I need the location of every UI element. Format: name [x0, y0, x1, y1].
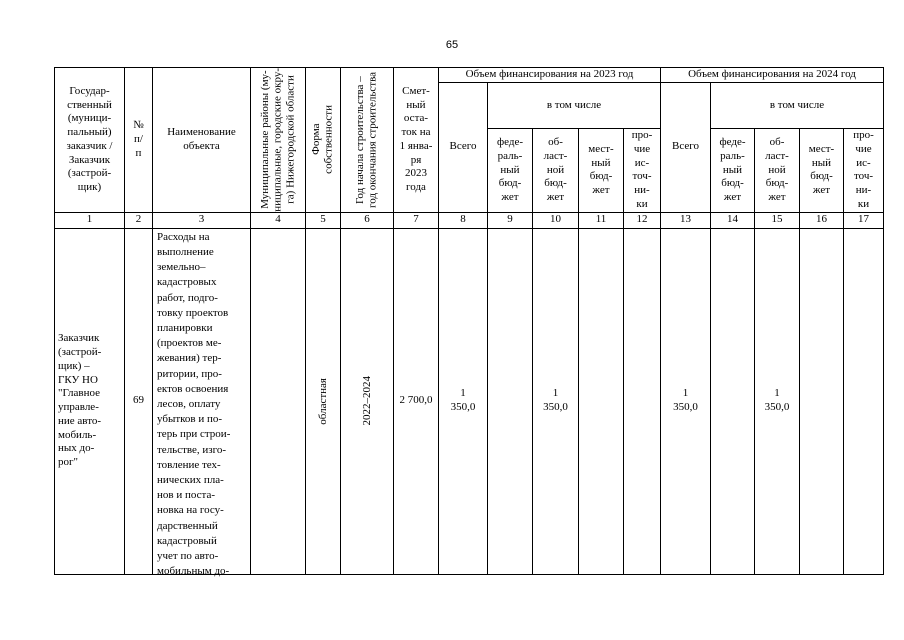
- column-number: 11: [579, 212, 624, 228]
- column-number: 15: [755, 212, 800, 228]
- cell-2023-other: [624, 228, 661, 574]
- cell-2023-local: [579, 228, 624, 574]
- cell-municipality: [251, 228, 306, 574]
- column-number: 3: [153, 212, 251, 228]
- column-number: 8: [439, 212, 488, 228]
- cell-customer: Заказчик (застрой- щик) – ГКУ НО "Главное управле- ние авто- мобиль- ных до- рог": [55, 228, 125, 574]
- header-estimated-balance: Смет- ный оста- ток на 1 янва- ря 2023 года: [394, 68, 439, 213]
- header-ownership: Форма собственности: [306, 68, 341, 213]
- column-number: 10: [533, 212, 579, 228]
- column-number: 16: [800, 212, 844, 228]
- column-number: 6: [341, 212, 394, 228]
- cell-object-name: Расходы на выполнение земельно– кадастровых работ, подго- товку проектов планировки (проектов ме- жевания) тер- ритории, про- ектов освоения лесов, оплату убытков и по- терь при строи- тельстве, изго- товление тех- нических пла- нов и поста- новка на госу- дарственный кадастровый учет по авто- мобильным до-: [153, 228, 251, 574]
- header-2023-local: мест- ный бюд- жет: [579, 129, 624, 213]
- cell-2024-total: 1 350,0: [661, 228, 711, 574]
- header-2024-regional: об- ласт- ной бюд- жет: [755, 129, 800, 213]
- cell-number: 69: [125, 228, 153, 574]
- header-municipality: Муниципальные районы (му- ниципальные, городские окру- га) Нижегородской области: [251, 68, 306, 213]
- header-2023-federal: феде- раль- ный бюд- жет: [488, 129, 533, 213]
- column-number: 1: [55, 212, 125, 228]
- header-customer: Государ- ственный (муници- пальный) заказчик / Заказчик (застрой- щик): [55, 68, 125, 213]
- cell-2023-regional: 1 350,0: [533, 228, 579, 574]
- cell-estimated-balance: 2 700,0: [394, 228, 439, 574]
- column-number: 13: [661, 212, 711, 228]
- header-2024-local: мест- ный бюд- жет: [800, 129, 844, 213]
- header-2023-regional: об- ласт- ной бюд- жет: [533, 129, 579, 213]
- column-number: 5: [306, 212, 341, 228]
- header-construction-years: Год начала строительства – год окончания строительства: [341, 68, 394, 213]
- column-number: 12: [624, 212, 661, 228]
- header-2023-other: про- чие ис- точ- ни- ки: [624, 129, 661, 213]
- cell-2024-federal: [711, 228, 755, 574]
- table-row: [55, 228, 884, 574]
- cell-2024-local: [800, 228, 844, 574]
- header-2023-including: в том числе: [488, 82, 661, 128]
- header-funding-2024: Объем финансирования на 2024 год: [661, 68, 884, 83]
- column-number: 7: [394, 212, 439, 228]
- cell-2023-total: 1 350,0: [439, 228, 488, 574]
- column-number: 14: [711, 212, 755, 228]
- cell-2024-other: [844, 228, 884, 574]
- header-2024-including: в том числе: [711, 82, 884, 128]
- header-2024-other: про- чие ис- точ- ни- ки: [844, 129, 884, 213]
- column-number: 2: [125, 212, 153, 228]
- header-object-name: Наименование объекта: [153, 68, 251, 213]
- header-row-group: [55, 68, 884, 83]
- header-number: № п/ п: [125, 68, 153, 213]
- column-number: 17: [844, 212, 884, 228]
- page-number: 65: [445, 39, 459, 51]
- column-number: 9: [488, 212, 533, 228]
- header-2023-total: Всего: [439, 82, 488, 212]
- header-2024-federal: феде- раль- ный бюд- жет: [711, 129, 755, 213]
- column-number-row: [55, 212, 884, 228]
- cell-ownership: областная: [306, 228, 341, 574]
- column-number: 4: [251, 212, 306, 228]
- financing-table: [54, 67, 884, 578]
- cell-2024-regional: 1 350,0: [755, 228, 800, 574]
- header-funding-2023: Объем финансирования на 2023 год: [439, 68, 661, 83]
- cell-years: 2022–2024: [341, 228, 394, 574]
- header-2024-total: Всего: [661, 82, 711, 212]
- cell-2023-federal: [488, 228, 533, 574]
